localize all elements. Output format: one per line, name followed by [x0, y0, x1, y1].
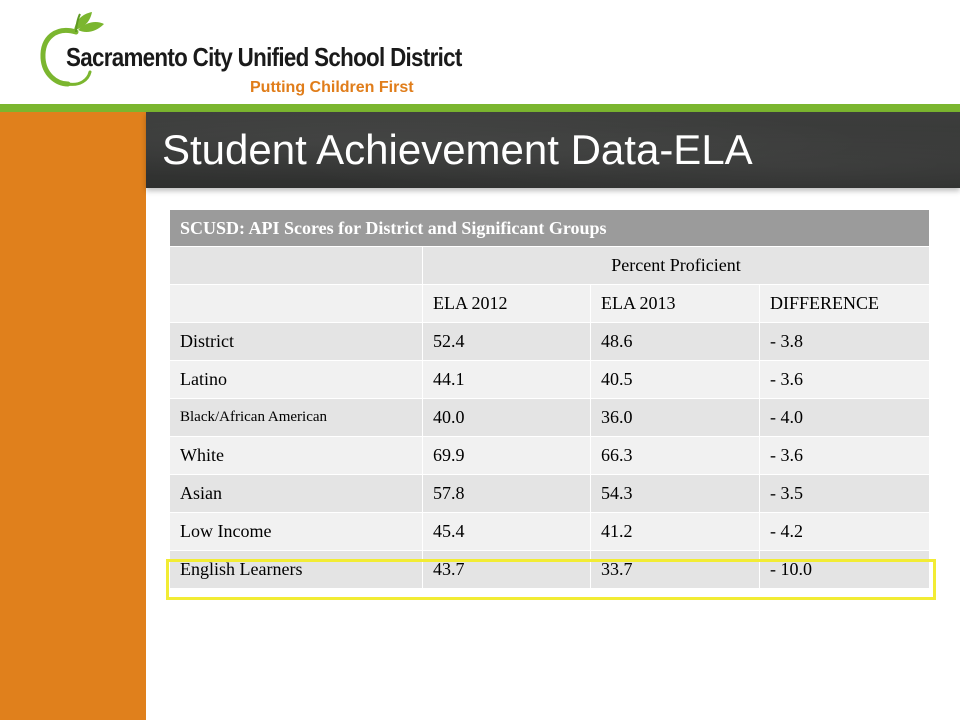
- side-accent-bar: [0, 112, 146, 720]
- difference-cell: - 4.2: [760, 513, 930, 551]
- table-row-highlighted: [170, 551, 930, 589]
- table-row: [170, 399, 930, 437]
- district-name: Sacramento City Unified School District: [66, 42, 462, 72]
- ela-2012-cell: 40.0: [423, 399, 591, 437]
- ela-2013-cell: 40.5: [591, 361, 760, 399]
- group-cell: Latino: [170, 361, 423, 399]
- column-header: DIFFERENCE: [760, 285, 930, 323]
- ela-2012-cell: 57.8: [423, 475, 591, 513]
- group-header: Percent Proficient: [423, 247, 930, 285]
- ela-2013-cell: 33.7: [591, 551, 760, 589]
- table-caption-row: [170, 210, 930, 247]
- column-header: ELA 2012: [423, 285, 591, 323]
- page-title: Student Achievement Data-ELA: [162, 126, 753, 173]
- table-row: [170, 437, 930, 475]
- group-cell: English Learners: [170, 551, 423, 589]
- ela-2012-cell: 69.9: [423, 437, 591, 475]
- column-header-row: [170, 285, 930, 323]
- table-row: [170, 323, 930, 361]
- table-caption: SCUSD: API Scores for District and Significant Groups: [170, 210, 930, 247]
- slide-header: [0, 0, 960, 104]
- difference-cell: - 3.6: [760, 437, 930, 475]
- district-logo: [38, 8, 462, 100]
- ela-2012-cell: 52.4: [423, 323, 591, 361]
- district-tagline: Putting Children First: [250, 79, 414, 96]
- ela-2013-cell: 48.6: [591, 323, 760, 361]
- group-cell: Asian: [170, 475, 423, 513]
- api-scores-table: [169, 209, 930, 589]
- table-row: [170, 513, 930, 551]
- empty-cell: [170, 247, 423, 285]
- ela-2012-cell: 43.7: [423, 551, 591, 589]
- ela-2012-cell: 44.1: [423, 361, 591, 399]
- ela-2012-cell: 45.4: [423, 513, 591, 551]
- ela-2013-cell: 36.0: [591, 399, 760, 437]
- table-row: [170, 361, 930, 399]
- difference-cell: - 3.5: [760, 475, 930, 513]
- group-cell: District: [170, 323, 423, 361]
- group-cell: Low Income: [170, 513, 423, 551]
- difference-cell: - 10.0: [760, 551, 930, 589]
- group-cell: White: [170, 437, 423, 475]
- ela-2013-cell: 41.2: [591, 513, 760, 551]
- ela-2013-cell: 66.3: [591, 437, 760, 475]
- column-header: ELA 2013: [591, 285, 760, 323]
- ela-2013-cell: 54.3: [591, 475, 760, 513]
- difference-cell: - 3.8: [760, 323, 930, 361]
- header-divider: [0, 104, 960, 112]
- title-band: [146, 112, 960, 188]
- group-cell: Black/African American: [170, 399, 423, 437]
- difference-cell: - 3.6: [760, 361, 930, 399]
- column-header: [170, 285, 423, 323]
- table-row: [170, 475, 930, 513]
- group-header-row: [170, 247, 930, 285]
- difference-cell: - 4.0: [760, 399, 930, 437]
